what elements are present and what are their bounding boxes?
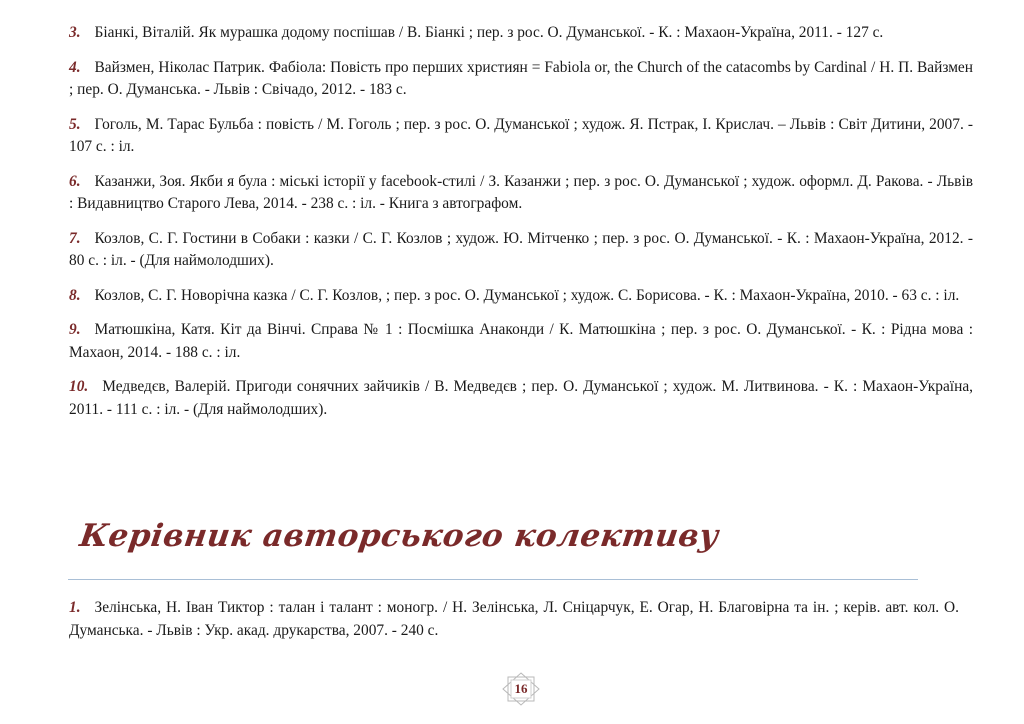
entry-number: 1.: [69, 599, 81, 616]
bibliography-entry: [69, 114, 973, 159]
entry-text: Козлов, С. Г. Новорічна казка / С. Г. Козлов, ; пер. з рос. О. Думанської ; худож. С. Борисова. - К. : Махаон-Україна, 2010. - 63 с. : іл.: [94, 286, 960, 304]
entry-text: Біанкі, Віталій. Як мурашка додому поспішав / В. Біанкі ; пер. з рос. О. Думанської. - К. : Махаон-Україна, 2011. - 127 с.: [94, 24, 884, 41]
entry-text: Матюшкіна, Катя. Кіт да Вінчі. Справа № 1 : Посмішка Анаконди / К. Матюшкіна ; пер. з рос. О. Думанської. - К. : Рідна мова : Махаон, 2014. - 188 с. : іл.: [69, 321, 973, 361]
bibliography-entry: [69, 597, 959, 642]
entry-number: 5.: [69, 115, 81, 133]
entry-number: 7.: [69, 229, 81, 247]
entry-number: 9.: [69, 321, 81, 338]
page-number-badge: [502, 672, 540, 706]
entry-text: Казанжи, Зоя. Якби я була : міські історії у facebook-стилі / З. Казанжи ; пер. з рос. О. Думанської ; худож. оформл. Д. Ракова. - Львів : Видавництво Старого Лева, 2014. - 238 с. : іл. - Книга з автографом.: [69, 172, 973, 212]
section-bibliography-list: [69, 597, 959, 642]
bibliography-entry: [69, 376, 973, 421]
entry-text: Гоголь, М. Тарас Бульба : повість / М. Гоголь ; пер. з рос. О. Думанської ; худож. Я. Пстрак, І. Крислач. – Львів : Світ Дитини, 2007. - 107 с. : іл.: [69, 115, 973, 155]
entry-text: Медведєв, Валерій. Пригоди сонячних зайчиків / В. Медведєв ; пер. О. Думанської ; худож. М. Литвинова. - К. : Махаон-Україна, 2011. - 111 с. : іл. - (Для наймолодших).: [69, 378, 973, 418]
section-heading: Керівник авторського колективу: [77, 518, 721, 554]
bibliography-entry: [69, 57, 973, 102]
entry-number: 3.: [69, 24, 81, 41]
entry-text: Козлов, С. Г. Гостини в Собаки : казки / С. Г. Козлов ; худож. Ю. Мітченко ; пер. з рос. О. Думанської. - К. : Махаон-Україна, 2012. - 80 с. : іл. - (Для наймолодших).: [69, 229, 973, 269]
entry-text: Зелінська, Н. Іван Тиктор : талан і талант : моногр. / Н. Зелінська, Л. Сніцарчук, Е. Огар, Н. Благовірна та ін. ; керів. авт. кол. О. Думанська. - Львів : Укр. акад. друкарства, 2007. - 240 с.: [69, 599, 959, 639]
bibliography-entry: [69, 171, 973, 216]
entry-number: 4.: [69, 58, 81, 76]
bibliography-entry: [69, 22, 973, 45]
bibliography-entry: [69, 228, 973, 273]
entry-number: 8.: [69, 286, 81, 304]
bibliography-list: [69, 22, 973, 433]
bibliography-entry: [69, 319, 973, 364]
entry-text: Вайзмен, Ніколас Патрик. Фабіола: Повість про перших християн = Fabiola or, the Church of the catacombs by Cardinal / Н. П. Вайзмен ; пер. О. Думанська. - Львів : Свічадо, 2012. - 183 с.: [69, 58, 973, 98]
page-number: 16: [514, 681, 528, 696]
bibliography-entry: [69, 285, 973, 308]
entry-number: 6.: [69, 172, 81, 190]
entry-number: 10.: [69, 378, 89, 395]
section-divider: [68, 579, 918, 580]
